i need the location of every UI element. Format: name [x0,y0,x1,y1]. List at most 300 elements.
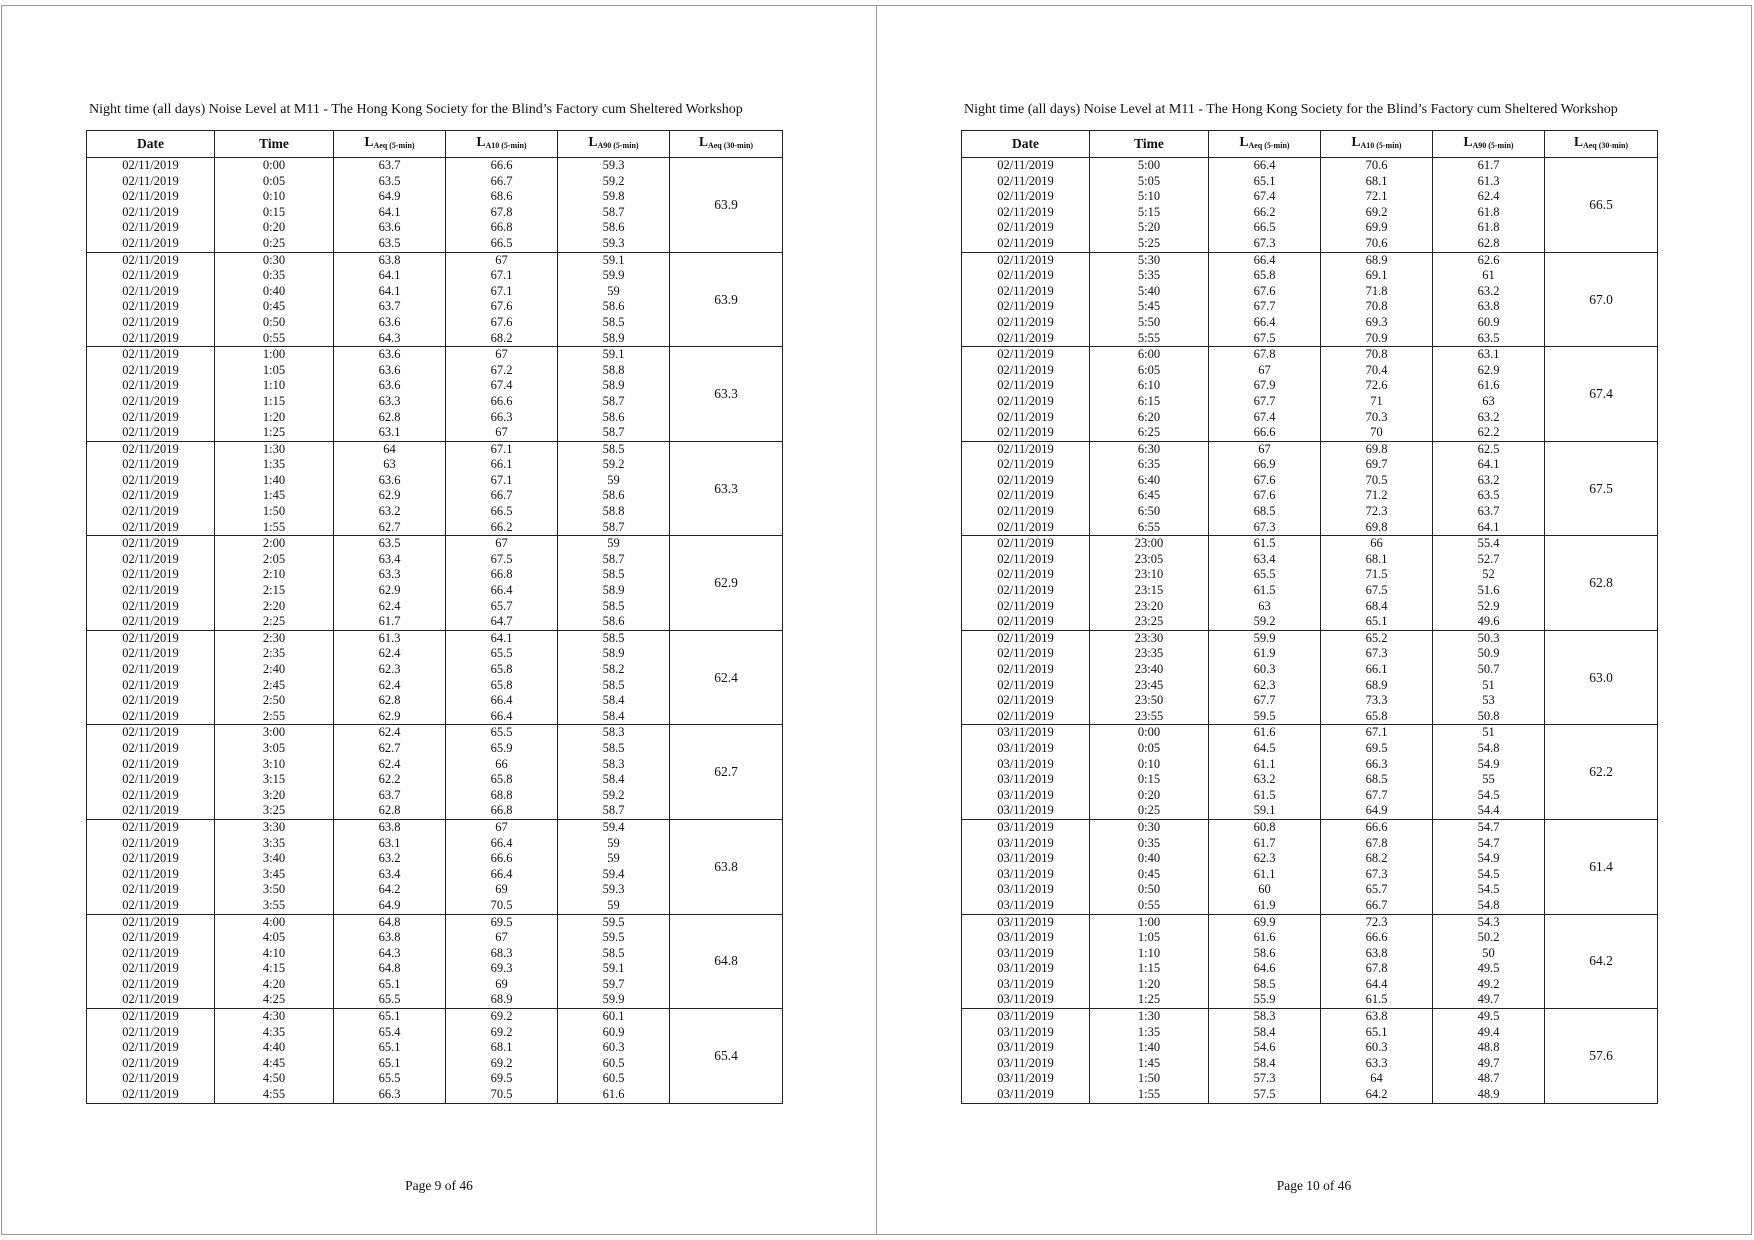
date-cell: 02/11/2019 [962,693,1090,709]
time-cell: 5:05 [1090,174,1209,190]
time-cell: 1:10 [215,378,334,394]
la90-5min-cell: 59.4 [558,867,670,883]
table-row [87,252,783,268]
laeq-5min-cell: 62.3 [334,662,446,678]
page-number: Page 9 of 46 [405,1178,473,1193]
la10-5min-cell: 68.2 [1321,851,1433,867]
header-symbol: L [1463,134,1473,149]
la10-5min-cell: 69.2 [446,1056,558,1072]
time-cell: 6:45 [1090,488,1209,504]
date-cell: 03/11/2019 [962,961,1090,977]
laeq-5min-cell: 63.2 [334,851,446,867]
la90-5min-cell: 58.7 [558,425,670,441]
time-cell: 1:30 [215,441,334,457]
laeq-5min-cell: 61.7 [1209,836,1321,852]
table-row [87,536,783,552]
date-cell: 03/11/2019 [962,977,1090,993]
laeq-5min-cell: 62.4 [334,646,446,662]
laeq-5min-cell: 68.5 [1209,504,1321,520]
date-cell: 02/11/2019 [962,189,1090,205]
la10-5min-cell: 69.2 [1321,205,1433,221]
time-cell: 1:55 [215,520,334,536]
laeq-5min-cell: 65.5 [334,992,446,1008]
la90-5min-cell: 54.5 [1433,788,1545,804]
la90-5min-cell: 58.4 [558,772,670,788]
laeq-5min-cell: 55.9 [1209,992,1321,1008]
la90-5min-cell: 63.7 [1433,504,1545,520]
date-cell: 02/11/2019 [87,536,215,552]
time-cell: 1:35 [1090,1025,1209,1041]
table-header-row [87,131,783,158]
table-row [87,819,783,835]
header-la10-5min [446,131,558,158]
time-cell: 0:45 [1090,867,1209,883]
date-cell: 02/11/2019 [962,425,1090,441]
la90-5min-cell: 58.4 [558,709,670,725]
la90-5min-cell: 59.2 [558,457,670,473]
date-cell: 03/11/2019 [962,930,1090,946]
header-symbol: L [476,134,486,149]
la10-5min-cell: 66 [446,757,558,773]
time-cell: 1:05 [215,363,334,379]
la90-5min-cell: 63.1 [1433,347,1545,363]
table-row [962,536,1658,552]
la90-5min-cell: 60.3 [558,1040,670,1056]
la10-5min-cell: 70.5 [446,1087,558,1103]
la90-5min-cell: 52.9 [1433,599,1545,615]
date-cell: 02/11/2019 [962,709,1090,725]
date-cell: 03/11/2019 [962,1040,1090,1056]
laeq-5min-cell: 62.9 [334,583,446,599]
time-cell: 4:15 [215,961,334,977]
la10-5min-cell: 70.6 [1321,236,1433,252]
date-cell: 02/11/2019 [87,457,215,473]
date-cell: 02/11/2019 [962,410,1090,426]
date-cell: 02/11/2019 [87,867,215,883]
la10-5min-cell: 71 [1321,394,1433,410]
date-cell: 02/11/2019 [962,315,1090,331]
la90-5min-cell: 52 [1433,567,1545,583]
noise-level-table [961,130,1658,1104]
la10-5min-cell: 66.2 [446,520,558,536]
date-cell: 02/11/2019 [87,1040,215,1056]
time-cell: 4:20 [215,977,334,993]
la10-5min-cell: 68.1 [1321,552,1433,568]
time-cell: 5:50 [1090,315,1209,331]
la10-5min-cell: 64.2 [1321,1087,1433,1103]
laeq-5min-cell: 63.6 [334,473,446,489]
header-time: Time [215,131,334,158]
la90-5min-cell: 59.1 [558,347,670,363]
laeq-5min-cell: 63.2 [334,504,446,520]
la10-5min-cell: 68.1 [446,1040,558,1056]
la10-5min-cell: 71.5 [1321,567,1433,583]
la10-5min-cell: 64 [1321,1071,1433,1087]
date-cell: 03/11/2019 [962,1056,1090,1072]
document-page-10 [876,5,1752,1235]
la10-5min-cell: 65.8 [446,772,558,788]
laeq-5min-cell: 67.7 [1209,394,1321,410]
la10-5min-cell: 72.1 [1321,189,1433,205]
la90-5min-cell: 54.7 [1433,819,1545,835]
la10-5min-cell: 66.8 [446,567,558,583]
la90-5min-cell: 59.3 [558,882,670,898]
table-row [962,1009,1658,1025]
date-cell: 02/11/2019 [87,1025,215,1041]
laeq-30min-cell: 63.3 [670,441,783,536]
date-cell: 02/11/2019 [962,552,1090,568]
date-cell: 02/11/2019 [87,803,215,819]
laeq-5min-cell: 57.3 [1209,1071,1321,1087]
time-cell: 0:25 [215,236,334,252]
date-cell: 02/11/2019 [87,504,215,520]
time-cell: 1:00 [215,347,334,363]
la10-5min-cell: 63.3 [1321,1056,1433,1072]
la10-5min-cell: 69.5 [446,1071,558,1087]
time-cell: 1:45 [215,488,334,504]
laeq-5min-cell: 67 [1209,441,1321,457]
date-cell: 02/11/2019 [962,662,1090,678]
la90-5min-cell: 63.2 [1433,410,1545,426]
date-cell: 02/11/2019 [87,473,215,489]
laeq-30min-cell: 62.4 [670,630,783,725]
la10-5min-cell: 73.3 [1321,693,1433,709]
la90-5min-cell: 59.8 [558,189,670,205]
laeq-5min-cell: 59.1 [1209,803,1321,819]
laeq-5min-cell: 61.5 [1209,536,1321,552]
time-cell: 2:50 [215,693,334,709]
la10-5min-cell: 67.1 [446,268,558,284]
la10-5min-cell: 68.6 [446,189,558,205]
la10-5min-cell: 66.4 [446,867,558,883]
la90-5min-cell: 62.5 [1433,441,1545,457]
laeq-5min-cell: 61.1 [1209,757,1321,773]
date-cell: 02/11/2019 [962,536,1090,552]
time-cell: 2:05 [215,552,334,568]
time-cell: 3:15 [215,772,334,788]
laeq-30min-cell: 63.3 [670,347,783,442]
la10-5min-cell: 67 [446,252,558,268]
laeq-5min-cell: 62.7 [334,520,446,536]
la90-5min-cell: 59 [558,536,670,552]
time-cell: 4:05 [215,930,334,946]
laeq-5min-cell: 63.2 [1209,772,1321,788]
la90-5min-cell: 59 [558,898,670,914]
laeq-5min-cell: 58.6 [1209,946,1321,962]
la10-5min-cell: 72.3 [1321,504,1433,520]
la90-5min-cell: 58.5 [558,315,670,331]
date-cell: 02/11/2019 [87,268,215,284]
date-cell: 02/11/2019 [87,819,215,835]
la90-5min-cell: 58.9 [558,378,670,394]
laeq-5min-cell: 63.8 [334,819,446,835]
date-cell: 02/11/2019 [87,567,215,583]
date-cell: 02/11/2019 [87,599,215,615]
la10-5min-cell: 70.8 [1321,299,1433,315]
la90-5min-cell: 63.8 [1433,299,1545,315]
date-cell: 03/11/2019 [962,741,1090,757]
la10-5min-cell: 66.1 [1321,662,1433,678]
la10-5min-cell: 61.5 [1321,992,1433,1008]
la90-5min-cell: 59.4 [558,819,670,835]
la90-5min-cell: 62.9 [1433,363,1545,379]
time-cell: 6:10 [1090,378,1209,394]
la90-5min-cell: 49.4 [1433,1025,1545,1041]
date-cell: 02/11/2019 [87,488,215,504]
la90-5min-cell: 49.5 [1433,1009,1545,1025]
laeq-30min-cell: 63.9 [670,252,783,347]
laeq-5min-cell: 58.4 [1209,1025,1321,1041]
la90-5min-cell: 58.7 [558,520,670,536]
laeq-30min-cell: 64.2 [1545,914,1658,1009]
la90-5min-cell: 62.2 [1433,425,1545,441]
date-cell: 02/11/2019 [87,646,215,662]
date-cell: 02/11/2019 [962,174,1090,190]
time-cell: 3:10 [215,757,334,773]
time-cell: 0:05 [1090,741,1209,757]
la90-5min-cell: 51 [1433,678,1545,694]
la10-5min-cell: 69.5 [1321,741,1433,757]
document-page-9 [1,5,877,1235]
la90-5min-cell: 59 [558,851,670,867]
time-cell: 0:15 [215,205,334,221]
date-cell: 02/11/2019 [962,205,1090,221]
laeq-5min-cell: 67.7 [1209,299,1321,315]
date-cell: 02/11/2019 [87,614,215,630]
laeq-5min-cell: 64 [334,441,446,457]
la90-5min-cell: 55 [1433,772,1545,788]
la10-5min-cell: 66.4 [446,583,558,599]
table-row [87,1009,783,1025]
la90-5min-cell: 48.9 [1433,1087,1545,1103]
la90-5min-cell: 62.6 [1433,252,1545,268]
date-cell: 02/11/2019 [962,252,1090,268]
laeq-5min-cell: 63.6 [334,363,446,379]
date-cell: 03/11/2019 [962,867,1090,883]
laeq-5min-cell: 64.1 [334,268,446,284]
la90-5min-cell: 50 [1433,946,1545,962]
la10-5min-cell: 69.7 [1321,457,1433,473]
laeq-5min-cell: 65.5 [334,1071,446,1087]
la90-5min-cell: 49.5 [1433,961,1545,977]
laeq-5min-cell: 60.3 [1209,662,1321,678]
la90-5min-cell: 61.3 [1433,174,1545,190]
time-cell: 5:30 [1090,252,1209,268]
date-cell: 02/11/2019 [87,898,215,914]
la10-5min-cell: 65.5 [446,646,558,662]
laeq-5min-cell: 64.1 [334,205,446,221]
laeq-5min-cell: 58.5 [1209,977,1321,993]
laeq-5min-cell: 63.5 [334,236,446,252]
time-cell: 3:45 [215,867,334,883]
la90-5min-cell: 51 [1433,725,1545,741]
la90-5min-cell: 54.8 [1433,741,1545,757]
time-cell: 0:55 [1090,898,1209,914]
la90-5min-cell: 58.7 [558,803,670,819]
la10-5min-cell: 70.6 [1321,158,1433,174]
page-title: Night time (all days) Noise Level at M11 - The Hong Kong Society for the Blind’s Factory cum Sheltered Workshop [89,102,743,117]
laeq-5min-cell: 64.3 [334,331,446,347]
time-cell: 0:35 [215,268,334,284]
la90-5min-cell: 58.8 [558,363,670,379]
laeq-5min-cell: 66.3 [334,1087,446,1103]
la10-5min-cell: 65.5 [446,725,558,741]
time-cell: 1:55 [1090,1087,1209,1103]
la90-5min-cell: 60.5 [558,1071,670,1087]
time-cell: 4:25 [215,992,334,1008]
date-cell: 02/11/2019 [962,220,1090,236]
time-cell: 0:35 [1090,836,1209,852]
la10-5min-cell: 67.1 [1321,725,1433,741]
time-cell: 2:00 [215,536,334,552]
laeq-30min-cell: 63.8 [670,819,783,914]
la10-5min-cell: 69.5 [446,914,558,930]
time-cell: 3:55 [215,898,334,914]
la90-5min-cell: 64.1 [1433,457,1545,473]
la90-5min-cell: 58.5 [558,741,670,757]
la10-5min-cell: 65.8 [1321,709,1433,725]
laeq-30min-cell: 61.4 [1545,819,1658,914]
laeq-30min-cell: 62.2 [1545,725,1658,820]
date-cell: 02/11/2019 [962,488,1090,504]
header-la10-5min [1321,131,1433,158]
laeq-5min-cell: 64.9 [334,898,446,914]
table-row [962,252,1658,268]
time-cell: 23:35 [1090,646,1209,662]
la90-5min-cell: 54.3 [1433,914,1545,930]
la90-5min-cell: 54.8 [1433,898,1545,914]
la90-5min-cell: 59 [558,836,670,852]
laeq-5min-cell: 63.5 [334,174,446,190]
date-cell: 02/11/2019 [87,961,215,977]
la10-5min-cell: 67.5 [1321,583,1433,599]
date-cell: 02/11/2019 [962,646,1090,662]
time-cell: 1:10 [1090,946,1209,962]
time-cell: 6:50 [1090,504,1209,520]
la10-5min-cell: 64.4 [1321,977,1433,993]
time-cell: 1:40 [215,473,334,489]
table-row [87,347,783,363]
laeq-5min-cell: 63.6 [334,378,446,394]
laeq-5min-cell: 63.4 [1209,552,1321,568]
la90-5min-cell: 58.3 [558,757,670,773]
header-symbol: L [588,134,598,149]
time-cell: 5:10 [1090,189,1209,205]
time-cell: 3:05 [215,741,334,757]
date-cell: 02/11/2019 [962,378,1090,394]
date-cell: 02/11/2019 [87,851,215,867]
la10-5min-cell: 67.5 [446,552,558,568]
la10-5min-cell: 66.7 [1321,898,1433,914]
date-cell: 02/11/2019 [87,1056,215,1072]
la90-5min-cell: 63.2 [1433,473,1545,489]
date-cell: 02/11/2019 [87,315,215,331]
la90-5min-cell: 62.4 [1433,189,1545,205]
date-cell: 02/11/2019 [962,268,1090,284]
laeq-5min-cell: 63 [1209,599,1321,615]
time-cell: 4:35 [215,1025,334,1041]
la10-5min-cell: 65.2 [1321,630,1433,646]
time-cell: 0:10 [215,189,334,205]
la10-5min-cell: 69.3 [446,961,558,977]
date-cell: 03/11/2019 [962,992,1090,1008]
la10-5min-cell: 65.7 [446,599,558,615]
laeq-30min-cell: 62.7 [670,725,783,820]
date-cell: 02/11/2019 [87,836,215,852]
time-cell: 23:45 [1090,678,1209,694]
la10-5min-cell: 68.2 [446,331,558,347]
time-cell: 0:20 [1090,788,1209,804]
date-cell: 03/11/2019 [962,819,1090,835]
time-cell: 23:15 [1090,583,1209,599]
time-cell: 3:50 [215,882,334,898]
time-cell: 0:25 [1090,803,1209,819]
date-cell: 02/11/2019 [962,363,1090,379]
la10-5min-cell: 67 [446,930,558,946]
la10-5min-cell: 67.3 [1321,646,1433,662]
la10-5min-cell: 66.6 [446,394,558,410]
la10-5min-cell: 65.9 [446,741,558,757]
date-cell: 02/11/2019 [962,441,1090,457]
la10-5min-cell: 68.4 [1321,599,1433,615]
time-cell: 1:40 [1090,1040,1209,1056]
la10-5min-cell: 66.3 [1321,757,1433,773]
date-cell: 02/11/2019 [962,347,1090,363]
laeq-5min-cell: 67.4 [1209,410,1321,426]
time-cell: 1:35 [215,457,334,473]
la10-5min-cell: 69.8 [1321,441,1433,457]
la90-5min-cell: 59.5 [558,914,670,930]
date-cell: 03/11/2019 [962,898,1090,914]
date-cell: 02/11/2019 [87,946,215,962]
la90-5min-cell: 58.7 [558,394,670,410]
la90-5min-cell: 58.5 [558,567,670,583]
time-cell: 6:30 [1090,441,1209,457]
date-cell: 02/11/2019 [87,788,215,804]
header-symbol: L [1239,134,1249,149]
time-cell: 23:00 [1090,536,1209,552]
laeq-5min-cell: 63.6 [334,315,446,331]
time-cell: 0:20 [215,220,334,236]
la10-5min-cell: 66.7 [446,488,558,504]
date-cell: 02/11/2019 [962,630,1090,646]
la10-5min-cell: 66.6 [446,158,558,174]
header-laeq-30min [670,131,783,158]
la90-5min-cell: 50.2 [1433,930,1545,946]
laeq-5min-cell: 65.1 [334,1040,446,1056]
header-symbol: L [1573,134,1583,149]
la90-5min-cell: 58.6 [558,488,670,504]
la10-5min-cell: 63.8 [1321,946,1433,962]
la90-5min-cell: 59.1 [558,961,670,977]
la90-5min-cell: 59.2 [558,174,670,190]
table-header-row [962,131,1658,158]
la90-5min-cell: 60.9 [1433,315,1545,331]
time-cell: 23:30 [1090,630,1209,646]
laeq-5min-cell: 61.6 [1209,725,1321,741]
table-row [962,725,1658,741]
la90-5min-cell: 59.3 [558,236,670,252]
la10-5min-cell: 68.1 [1321,174,1433,190]
date-cell: 02/11/2019 [87,394,215,410]
laeq-5min-cell: 64.6 [1209,961,1321,977]
time-cell: 4:10 [215,946,334,962]
la90-5min-cell: 50.8 [1433,709,1545,725]
la90-5min-cell: 60.1 [558,1009,670,1025]
laeq-5min-cell: 63.1 [334,836,446,852]
time-cell: 4:00 [215,914,334,930]
la90-5min-cell: 54.5 [1433,882,1545,898]
